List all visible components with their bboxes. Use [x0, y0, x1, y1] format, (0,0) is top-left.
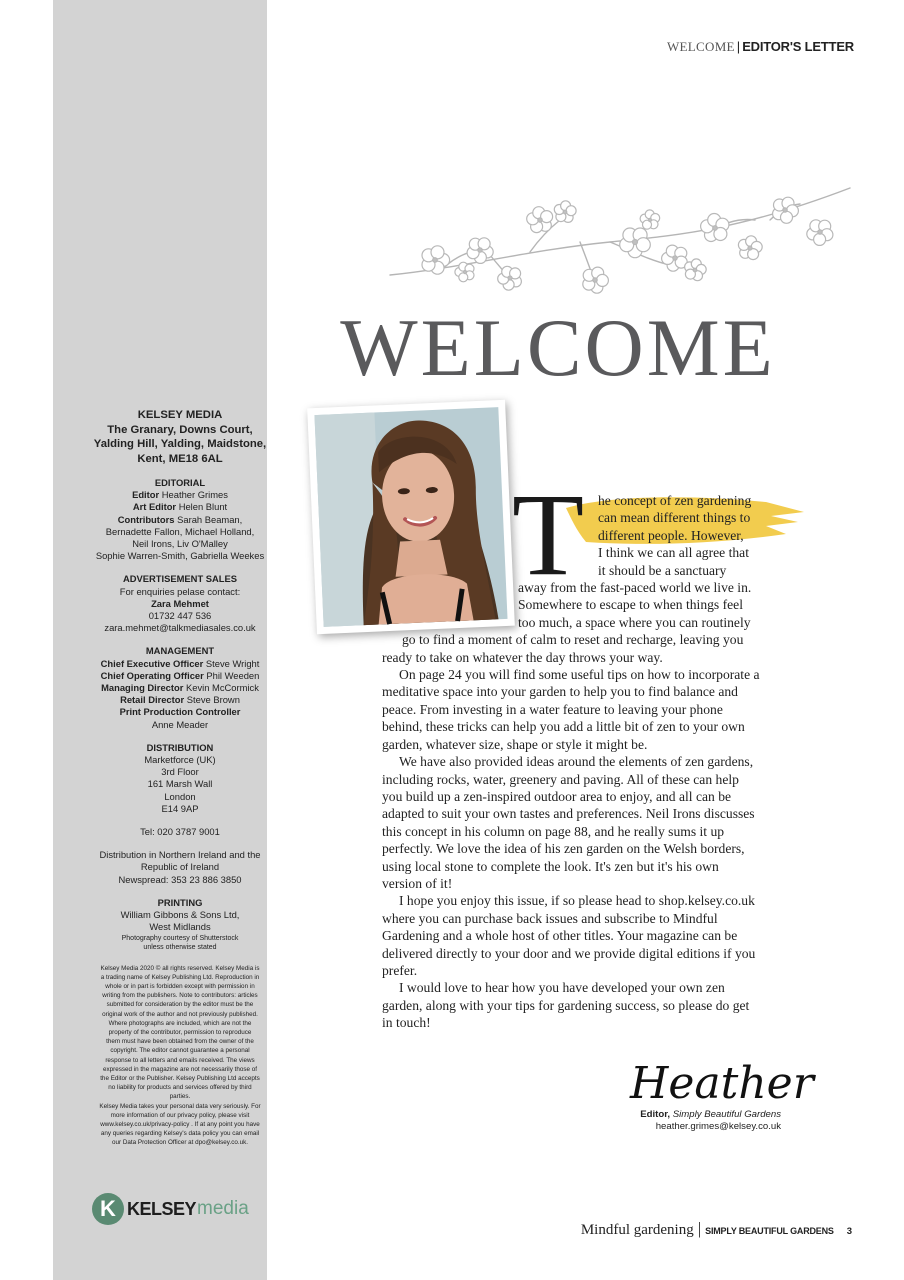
- article-paragraph-2: On page 24 you will find some useful tips on how to incorporate a meditative space into your garden to help you to find balance and peace. From investing in a water feature to leaving your phone behind, these tricks can help you add a little bit of zen to your own garden, whatever size, shape or style it might be.: [382, 667, 760, 752]
- staff-role: Art Editor: [132, 501, 177, 513]
- distribution-ni-line: Republic of Ireland: [140, 861, 220, 873]
- blossom-flower: [422, 246, 450, 274]
- management-line: [70, 658, 290, 670]
- editor-email: heather.grimes@kelsey.co.uk: [655, 1121, 781, 1132]
- blossom-flower: [738, 236, 762, 260]
- staff-names: Steve Brown: [186, 694, 240, 706]
- article-paragraph-3: We have also provided ideas around the elements of zen gardens, including rocks, water, greenery and paving. All of these can help you build up a zen-inspired outdoor area to enjoy, and all can be adapted to suit your own tastes and preferences. Neil Irons discusses this concept in his column on page 88, and he really sums it up perfectly. We love the idea of his zen garden on the Welsh borders, using local stone to complete the look. It's zen but it's his own version of it!: [382, 754, 755, 891]
- legal-line: Kelsey Media 2020 © all rights reserved. Kelsey Media is: [100, 964, 260, 972]
- paragraph-1-line: Somewhere to escape to when things feel: [518, 597, 743, 613]
- staff-role: Contributors: [117, 513, 175, 525]
- page-number: 3: [846, 1226, 852, 1237]
- article-paragraph-5: I would love to hear how you have developed your own zen garden, along with your tips for gardening success, so please do get in touch!: [382, 980, 750, 1031]
- legal-line: Where photographs are included, which are not the: [108, 1019, 252, 1027]
- legal-line: our Data Protection Officer at dpo@kelsey.co.uk.: [111, 1139, 248, 1147]
- blossom-flower: [527, 207, 553, 233]
- legal-line: writing from the publishers. Note to contributors: articles: [102, 992, 258, 1000]
- legal-line: Kelsey Media takes your personal data very seriously. For: [99, 1102, 261, 1110]
- blossom-flower: [583, 267, 609, 293]
- ad-sales-heading: ADVERTISEMENT SALES: [122, 573, 238, 585]
- publisher-line: Yalding Hill, Yalding, Maidstone,: [93, 438, 267, 450]
- blossom-flower: [773, 197, 799, 223]
- welcome-heading: WELCOME: [340, 302, 776, 393]
- paragraph-1-line: go to find a moment of calm to reset and recharge, leaving you: [402, 632, 744, 648]
- editor-magazine: Simply Beautiful Gardens: [672, 1109, 781, 1120]
- article-paragraph-4: I hope you enjoy this issue, if so please head to shop.kelsey.co.uk where you can purchase back issues and subscribe to Mindful Gardening and a whole host of other titles. Your magazine can be delivered directly to your door and we provide digital editions if you prefer.: [382, 893, 756, 978]
- legal-line: www.kelsey.co.uk/privacy-policy . If at any point you have: [100, 1120, 260, 1128]
- ad-sales-intro: For enquiries pelase contact:: [119, 585, 241, 597]
- legal-line: more information of our privacy policy, please visit: [110, 1111, 250, 1119]
- paragraph-1-line: too much, a space where you can routinely: [518, 614, 751, 630]
- management-line: [70, 706, 290, 718]
- staff-names: Heather Grimes: [161, 489, 228, 501]
- legal-line: the Editor or the Publisher. Kelsey Publishing Ltd accepts: [100, 1074, 260, 1082]
- staff-names: Sophie Warren-Smith, Gabriella Weekes: [95, 550, 265, 562]
- staff-role: Editor: [132, 489, 160, 501]
- editorial-section: [70, 477, 290, 562]
- ad-sales-phone: 01732 447 536: [148, 610, 212, 622]
- distribution-address-line: Marketforce (UK): [144, 754, 216, 766]
- printing-heading: PRINTING: [157, 896, 203, 908]
- management-heading: MANAGEMENT: [145, 645, 215, 657]
- staff-role: Print Production Controller: [119, 706, 241, 718]
- kelsey-media-logo: [92, 1192, 249, 1226]
- legal-line: no liability for products and services offered by third: [108, 1084, 252, 1092]
- staff-names: Anne Meader: [151, 718, 209, 730]
- editorial-line: [70, 550, 290, 562]
- header-title: EDITOR'S LETTER: [742, 39, 854, 54]
- publisher-line: KELSEY MEDIA: [137, 409, 223, 421]
- logo-word-media: media: [197, 1198, 249, 1219]
- blossom-branch-illustration: [380, 180, 850, 310]
- staff-names: Neil Irons, Liv O'Malley: [132, 538, 228, 550]
- signature-script: Heather: [630, 1058, 814, 1109]
- ad-sales-section: [70, 573, 290, 634]
- legal-line: submitted for consideration by the editor must be the: [106, 1001, 254, 1009]
- management-line: [70, 682, 290, 694]
- editorial-line: [70, 538, 290, 550]
- editorial-heading: EDITORIAL: [154, 477, 206, 488]
- staff-role: Retail Director: [120, 694, 185, 706]
- staff-role: Chief Executive Officer: [100, 657, 204, 669]
- printing-line: William Gibbons & Sons Ltd,: [120, 909, 240, 921]
- distribution-address-line: E14 9AP: [161, 802, 199, 814]
- kelsey-badge-icon: K: [92, 1193, 124, 1225]
- paragraph-1-line: I think we can all agree that: [598, 545, 749, 561]
- paragraph-1-line: can mean different things to: [598, 510, 751, 526]
- distribution-address-line: 3rd Floor: [161, 766, 199, 778]
- logo-word-kelsey: KELSEY: [127, 1198, 197, 1219]
- legal-line: property of the contributor, permission to reproduce: [108, 1028, 252, 1036]
- blossom-flower: [620, 228, 651, 258]
- distribution-heading: DISTRIBUTION: [146, 741, 214, 753]
- page-footer: [581, 1219, 852, 1239]
- distribution-ni-line: Distribution in Northern Ireland and the: [99, 849, 261, 861]
- publisher-block: [70, 408, 290, 466]
- paragraph-1-line: different people. However,: [598, 527, 744, 543]
- management-section: [70, 645, 290, 730]
- legal-line: any queries regarding Kelsey's data policy you can email: [100, 1130, 260, 1138]
- footer-subtitle: SIMPLY BEAUTIFUL GARDENS: [705, 1226, 834, 1236]
- staff-names: Bernadette Fallon, Michael Holland,: [105, 525, 255, 537]
- staff-names: Kevin McCormick: [185, 682, 259, 694]
- legal-line: parties.: [169, 1093, 191, 1101]
- legal-line: whole or in part is forbidden except with permission in: [105, 982, 255, 990]
- paragraph-1-line: it should be a sanctuary: [598, 562, 727, 578]
- staff-names: Helen Blunt: [178, 501, 228, 513]
- photo-credit-line: Photography courtesy of Shutterstock: [121, 934, 239, 942]
- sidebar-credits: [70, 408, 290, 1148]
- header-section: WELCOME: [666, 39, 735, 54]
- staff-names: Phil Weeden: [206, 669, 260, 681]
- drop-cap: T: [512, 469, 585, 600]
- management-line: [70, 719, 290, 731]
- publisher-line: Kent, ME18 6AL: [137, 452, 223, 465]
- blossom-flower: [662, 245, 688, 271]
- ad-sales-email: zara.mehmet@talkmediasales.co.uk: [104, 622, 256, 634]
- paragraph-1-line: away from the fast-paced world we live in.: [518, 580, 752, 596]
- legal-line: a trading name of Kelsey Publishing Ltd. Reproduction in: [100, 973, 260, 981]
- distribution-section: [70, 742, 290, 815]
- legal-notice: [70, 964, 290, 1148]
- editor-signature: [628, 1050, 814, 1112]
- legal-line: them must have been obtained from the owner of the: [106, 1038, 254, 1046]
- legal-line: expressed in the magazine are not necessarily those of: [102, 1065, 257, 1073]
- ad-sales-contact: Zara Mehmet: [151, 597, 209, 609]
- photo-credit-line: unless otherwise stated: [143, 944, 217, 951]
- editor-role: Editor,: [640, 1109, 671, 1120]
- editorial-line: [70, 526, 290, 538]
- publisher-line: The Granary, Downs Court,: [107, 423, 253, 436]
- staff-names: Sarah Beaman,: [177, 513, 243, 525]
- editorial-line: [70, 514, 290, 526]
- article-paragraph-1: [382, 492, 762, 666]
- distribution-address-line: 161 Marsh Wall: [147, 778, 213, 790]
- legal-line: original work of the author and not previously published.: [102, 1010, 258, 1018]
- staff-role: Chief Operating Officer: [100, 669, 204, 681]
- management-line: [70, 670, 290, 682]
- paragraph-1-line: he concept of zen gardening: [598, 493, 752, 508]
- paragraph-1-line: ready to take on whatever the day throws your way.: [382, 649, 663, 665]
- staff-names: Steve Wright: [205, 657, 260, 669]
- distribution-ni-line: Newspread: 353 23 886 3850: [118, 873, 242, 885]
- blossom-flower: [685, 259, 707, 281]
- blossom-flower: [554, 201, 576, 223]
- editorial-line: [70, 501, 290, 513]
- footer-divider: |: [697, 1219, 702, 1238]
- blossom-flower: [640, 210, 660, 229]
- legal-line: copyright. The editor cannot guarantee a personal: [110, 1047, 250, 1055]
- editors-letter-body: [382, 492, 762, 1032]
- management-line: [70, 694, 290, 706]
- distribution-tel: Tel: 020 3787 9001: [140, 826, 220, 838]
- staff-role: Managing Director: [101, 682, 184, 694]
- header-divider: |: [736, 39, 741, 54]
- blossom-flower: [807, 220, 833, 246]
- editorial-line: [70, 489, 290, 501]
- page-header: [667, 39, 854, 55]
- distribution-ni: [70, 849, 290, 886]
- footer-magazine: Mindful gardening: [580, 1222, 694, 1238]
- blossom-flower: [701, 214, 729, 242]
- distribution-address-line: London: [164, 790, 196, 802]
- printing-line: West Midlands: [149, 921, 211, 933]
- legal-line: response to all letters and emails received. The views: [105, 1056, 255, 1064]
- printing-section: [70, 897, 290, 953]
- blossom-flower: [498, 266, 522, 290]
- editor-credit: [640, 1109, 781, 1133]
